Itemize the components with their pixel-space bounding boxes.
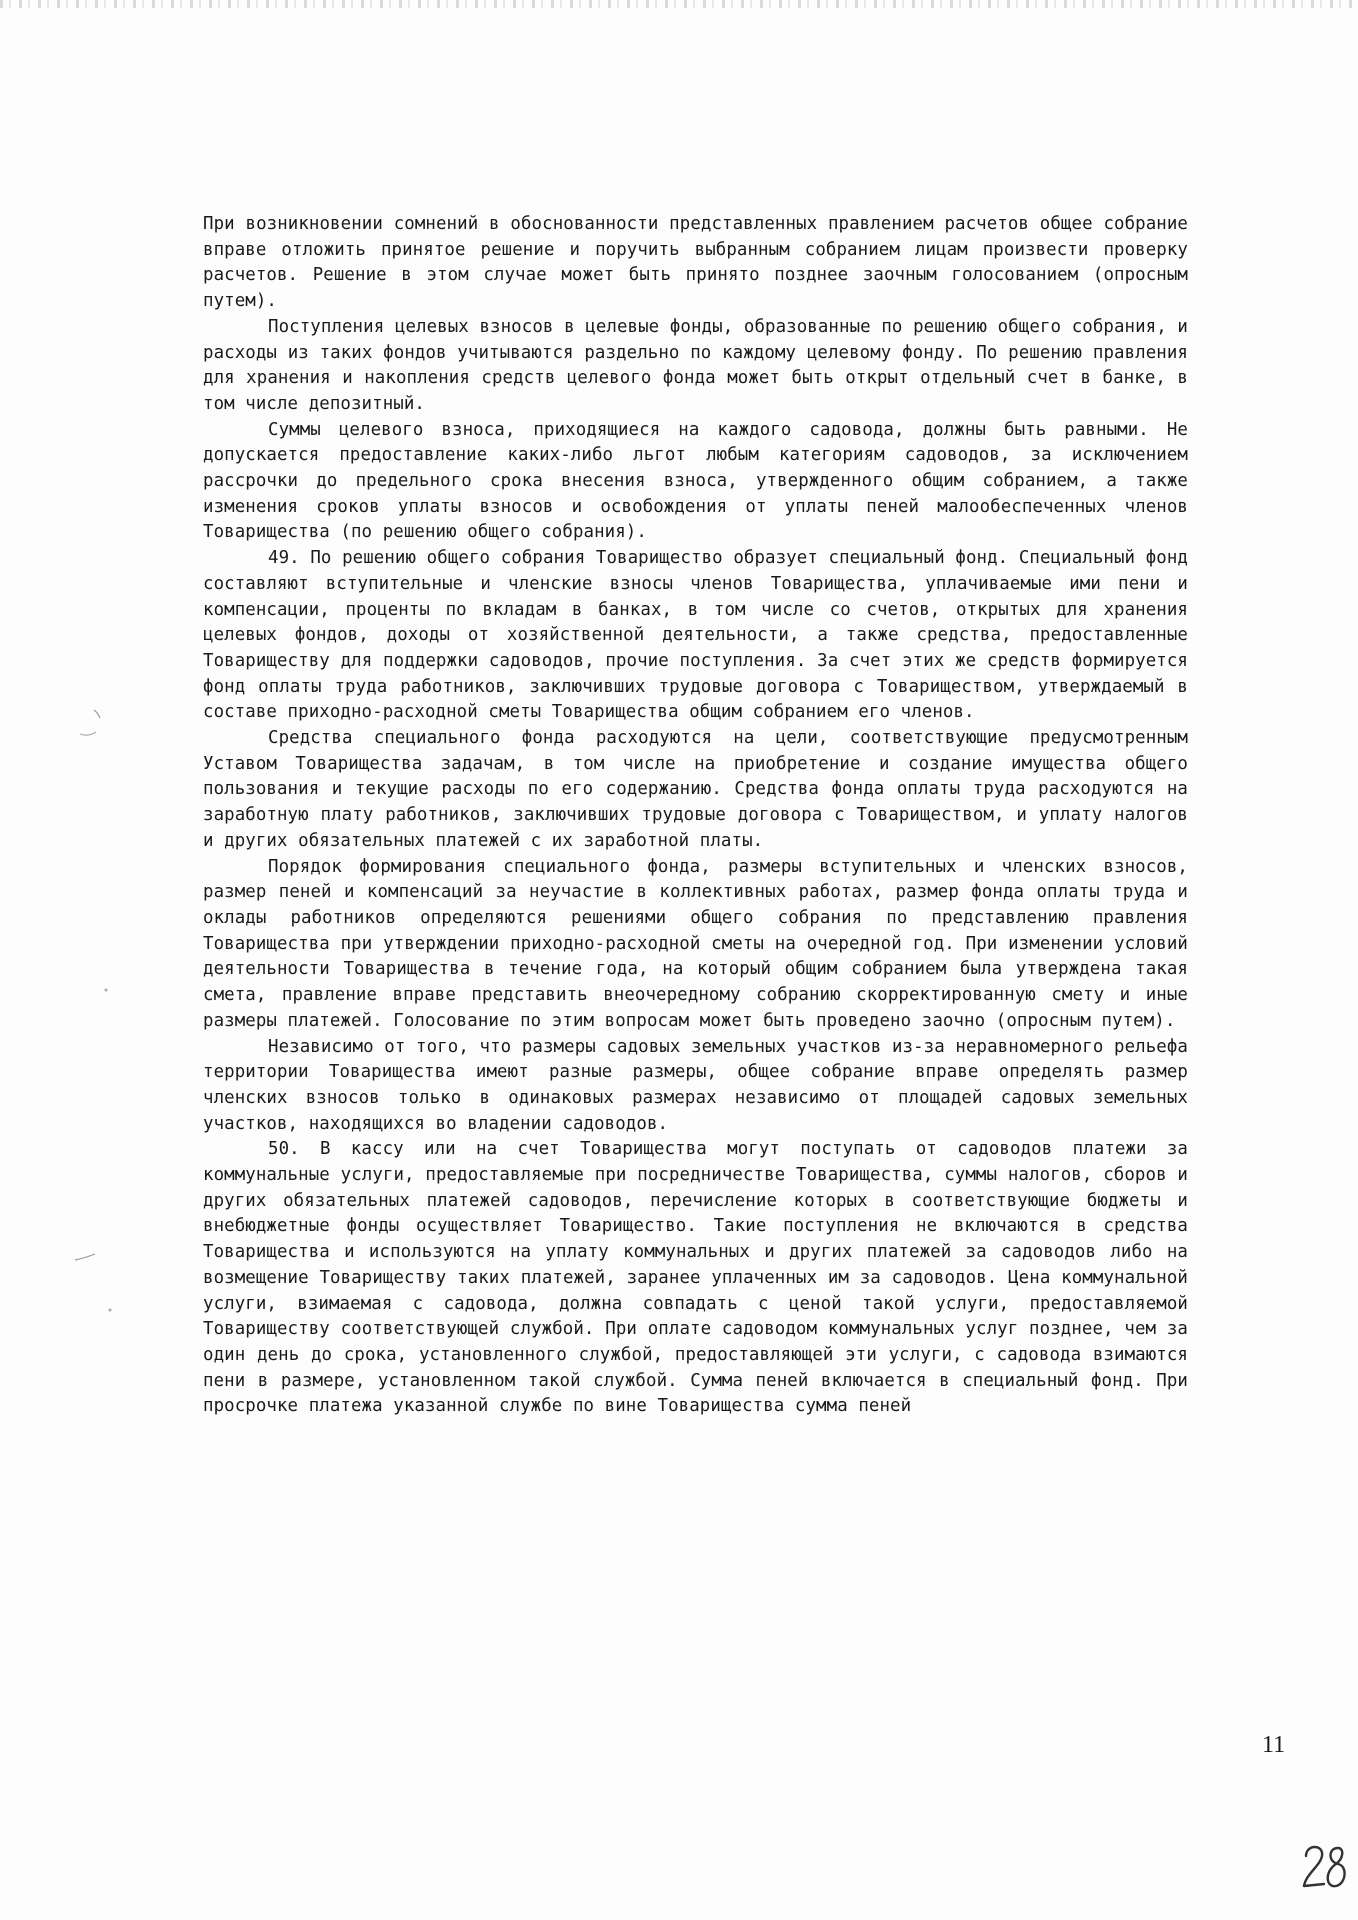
paragraph-3: Суммы целевого взноса, приходящиеся на каждого садовода, должны быть равными. Не допускается предоставление каких-либо льгот любым категориям садоводов, за исключением рассрочки до предельного срока внесения взноса, утвержденного общим собранием, а также изменения сроков уплаты взносов и освобождения от уплаты пеней малообеспеченных членов Товарищества (по решению общего собрания). bbox=[203, 419, 1188, 543]
scan-edge-noise bbox=[0, 0, 1358, 8]
handwritten-page-mark bbox=[1300, 1840, 1348, 1892]
paragraph-2: Поступления целевых взносов в целевые фонды, образованные по решению общего собрания, и расходы из таких фондов учитываются раздельно по каждому целевому фонду. По решению правления для хранения и накопления средств целевого фонда может быть открыт отдельный счет в банке, в том числе депозитный. bbox=[203, 316, 1188, 414]
paragraph-7: Независимо от того, что размеры садовых земельных участков из-за неравномерного рельефа территории Товарищества имеют разные размеры, общее собрание вправе определять размер членских взносов только в одинаковых размерах независимо от площадей садовых земельных участков, находящихся во владении садоводов. bbox=[203, 1036, 1188, 1134]
paragraph-5: Средства специального фонда расходуются на цели, соответствующие предусмотренным Уставом Товарищества задачам, в том числе на приобретение и создание имущества общего пользования и текущие расходы по его содержанию. Средства фонда оплаты труда расходуются на заработную плату работников, заключивших трудовые договора с Товариществом, и уплату налогов и других обязательных платежей с их заработной платы. bbox=[203, 728, 1188, 851]
paragraph-6: Порядок формирования специального фонда, размеры вступительных и членских взносов, размер пеней и компенсаций за неучастие в коллективных работах, размер фонда оплаты труда и оклады работников определяются решениями общего собрания по представлению правления Товарищества при утверждении приходно-расходной сметы на очередной год. При изменении условий деятельности Товарищества в течение года, на который общим собранием была утверждена такая смета, правление вправе представить внеочередному собранию скорректированную смету и иные размеры платежей. Голосование по этим вопросам может быть проведено заочно (опросным путем). bbox=[203, 856, 1188, 1031]
paragraph-1: При возникновении сомнений в обоснованности представленных правлением расчетов общее собрание вправе отложить принятое решение и поручить выбранным собранием лицам произвести проверку расчетов. Решение в этом случае может быть принято позднее заочным голосованием (опросным путем). bbox=[203, 214, 1188, 312]
paragraph-8: 50. В кассу или на счет Товарищества могут поступать от садоводов платежи за коммунальные услуги, предоставляемые при посредничестве Товарищества, суммы налогов, сборов и других обязательных платежей садоводов, перечисление которых в соответствующие бюджеты и внебюджетные фонды осуществляет Товарищество. Такие поступления не включаются в средства Товарищества и используются на уплату коммунальных и других платежей за садоводов либо на возмещение Товариществу таких платежей, заранее уплаченных им за садоводов. Цена коммунальной услуги, взимаемая с садовода, должна совпадать с ценой такой услуги, предоставляемой Товариществу соответствующей службой. При оплате садоводом коммунальных услуг позднее, чем за один день до срока, установленного службой, предоставляющей эти услуги, с садовода взимаются пени в размере, установленном такой службой. Сумма пеней включается в специальный фонд. При просрочке платежа указанной службе по вине Товарищества сумма пеней bbox=[203, 1139, 1188, 1417]
document-body bbox=[203, 212, 1188, 1420]
page-number: 11 bbox=[1262, 1732, 1286, 1758]
paragraph-4: 49. По решению общего собрания Товарищество образует специальный фонд. Специальный фонд составляют вступительные и членские взносы членов Товарищества, уплачиваемые ими пени и компенсации, проценты по вкладам в банках, в том числе со счетов, открытых для хранения целевых фондов, доходы от хозяйственной деятельности, а также средства, предоставленные Товариществу для поддержки садоводов, прочие поступления. За счет этих же средств формируется фонд оплаты труда работников, заключивших трудовые договора с Товариществом, утверждаемый в составе приходно-расходной сметы Товарищества общим собранием его членов. bbox=[203, 548, 1188, 723]
scan-margin-specks bbox=[70, 700, 130, 1340]
